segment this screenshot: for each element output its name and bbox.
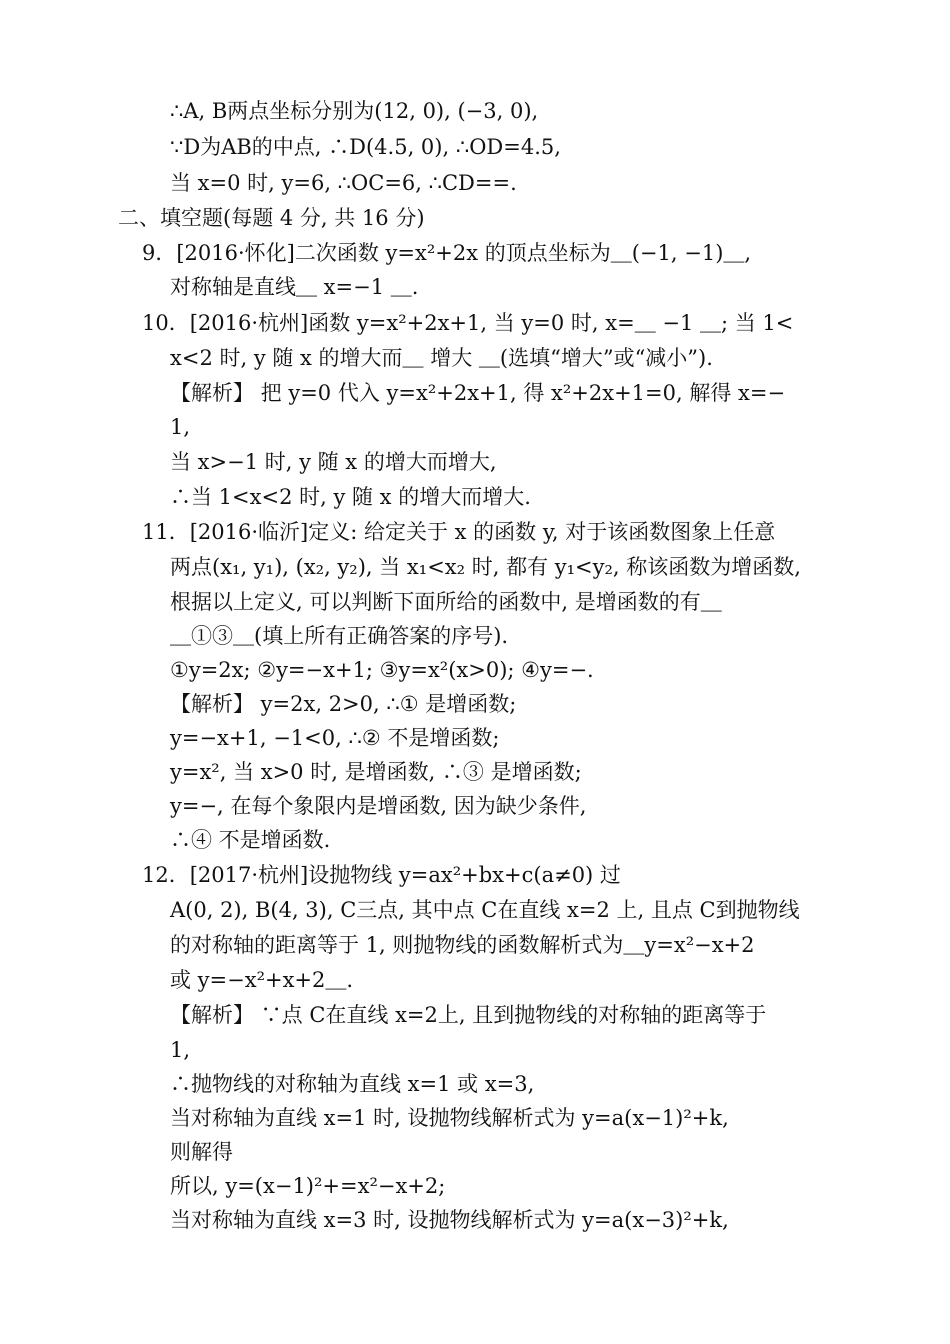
text-line: y=x², 当 x>0 时, 是增函数, ∴③ 是增函数;	[170, 760, 582, 784]
text-line: 1,	[170, 1038, 191, 1062]
text-line: ∵D为AB的中点, ∴D(4.5, 0), ∴OD=4.5,	[170, 135, 561, 159]
text-line: ∴当 1<x<2 时, y 随 x 的增大而增大.	[170, 485, 531, 509]
text-line: 【解析】 y=2x, 2>0, ∴① 是增函数;	[170, 692, 517, 716]
text-line: ∴④ 不是增函数.	[170, 828, 331, 852]
text-line: 1,	[170, 415, 191, 439]
text-line: ∴抛物线的对称轴为直线 x=1 或 x=3,	[170, 1072, 535, 1096]
text-line: 所以, y=(x−1)²+=x²−x+2;	[170, 1174, 446, 1198]
text-line: 当 x>−1 时, y 随 x 的增大而增大,	[170, 450, 497, 474]
text-line: ∴A, B两点坐标分别为(12, 0), (−3, 0),	[170, 99, 539, 123]
text-line: 根据以上定义, 可以判断下面所给的函数中, 是增函数的有＿	[170, 590, 722, 614]
text-line: ①y=2x; ②y=−x+1; ③y=x²(x>0); ④y=−.	[170, 658, 594, 682]
text-line: 9．[2016·怀化]二次函数 y=x²+2x 的顶点坐标为＿(−1, −1)＿,	[142, 241, 752, 265]
text-line: y=−x+1, −1<0, ∴② 不是增函数;	[170, 726, 500, 750]
text-line: 当对称轴为直线 x=3 时, 设抛物线解析式为 y=a(x−3)²+k,	[170, 1208, 729, 1232]
text-line: 【解析】 把 y=0 代入 y=x²+2x+1, 得 x²+2x+1=0, 解得 x=−	[170, 381, 786, 405]
text-line: 二、填空题(每题 4 分, 共 16 分)	[118, 206, 425, 230]
text-line: 11．[2016·临沂]定义: 给定关于 x 的函数 y, 对于该函数图象上任意	[142, 520, 776, 544]
text-line: 【解析】 ∵点 C在直线 x=2上, 且到抛物线的对称轴的距离等于	[170, 1003, 767, 1027]
text-line: 或 y=−x²+x+2＿.	[170, 968, 354, 992]
text-line: 当 x=0 时, y=6, ∴OC=6, ∴CD==.	[170, 171, 517, 195]
text-line: y=−, 在每个象限内是增函数, 因为缺少条件,	[170, 794, 587, 818]
text-line: 则解得	[170, 1140, 233, 1164]
text-line: A(0, 2), B(4, 3), C三点, 其中点 C在直线 x=2 上, 且点 C到抛物线	[170, 898, 800, 922]
text-line: 10．[2016·杭州]函数 y=x²+2x+1, 当 y=0 时, x=＿ −1 ＿; 当 1<	[142, 311, 794, 335]
text-line: 的对称轴的距离等于 1, 则抛物线的函数解析式为＿y=x²−x+2	[170, 933, 755, 957]
text-line: 当对称轴为直线 x=1 时, 设抛物线解析式为 y=a(x−1)²+k,	[170, 1106, 729, 1130]
text-line: 12．[2017·杭州]设抛物线 y=ax²+bx+c(a≠0) 过	[142, 863, 621, 887]
text-line: 两点(x₁, y₁), (x₂, y₂), 当 x₁<x₂ 时, 都有 y₁<y₂, 称该函数为增函数,	[170, 555, 801, 579]
text-line: ＿①③＿(填上所有正确答案的序号).	[170, 624, 509, 648]
text-line: 对称轴是直线＿ x=−1 ＿.	[170, 275, 419, 299]
text-line: x<2 时, y 随 x 的增大而＿ 增大 ＿(选填“增大”或“减小”).	[170, 346, 713, 370]
